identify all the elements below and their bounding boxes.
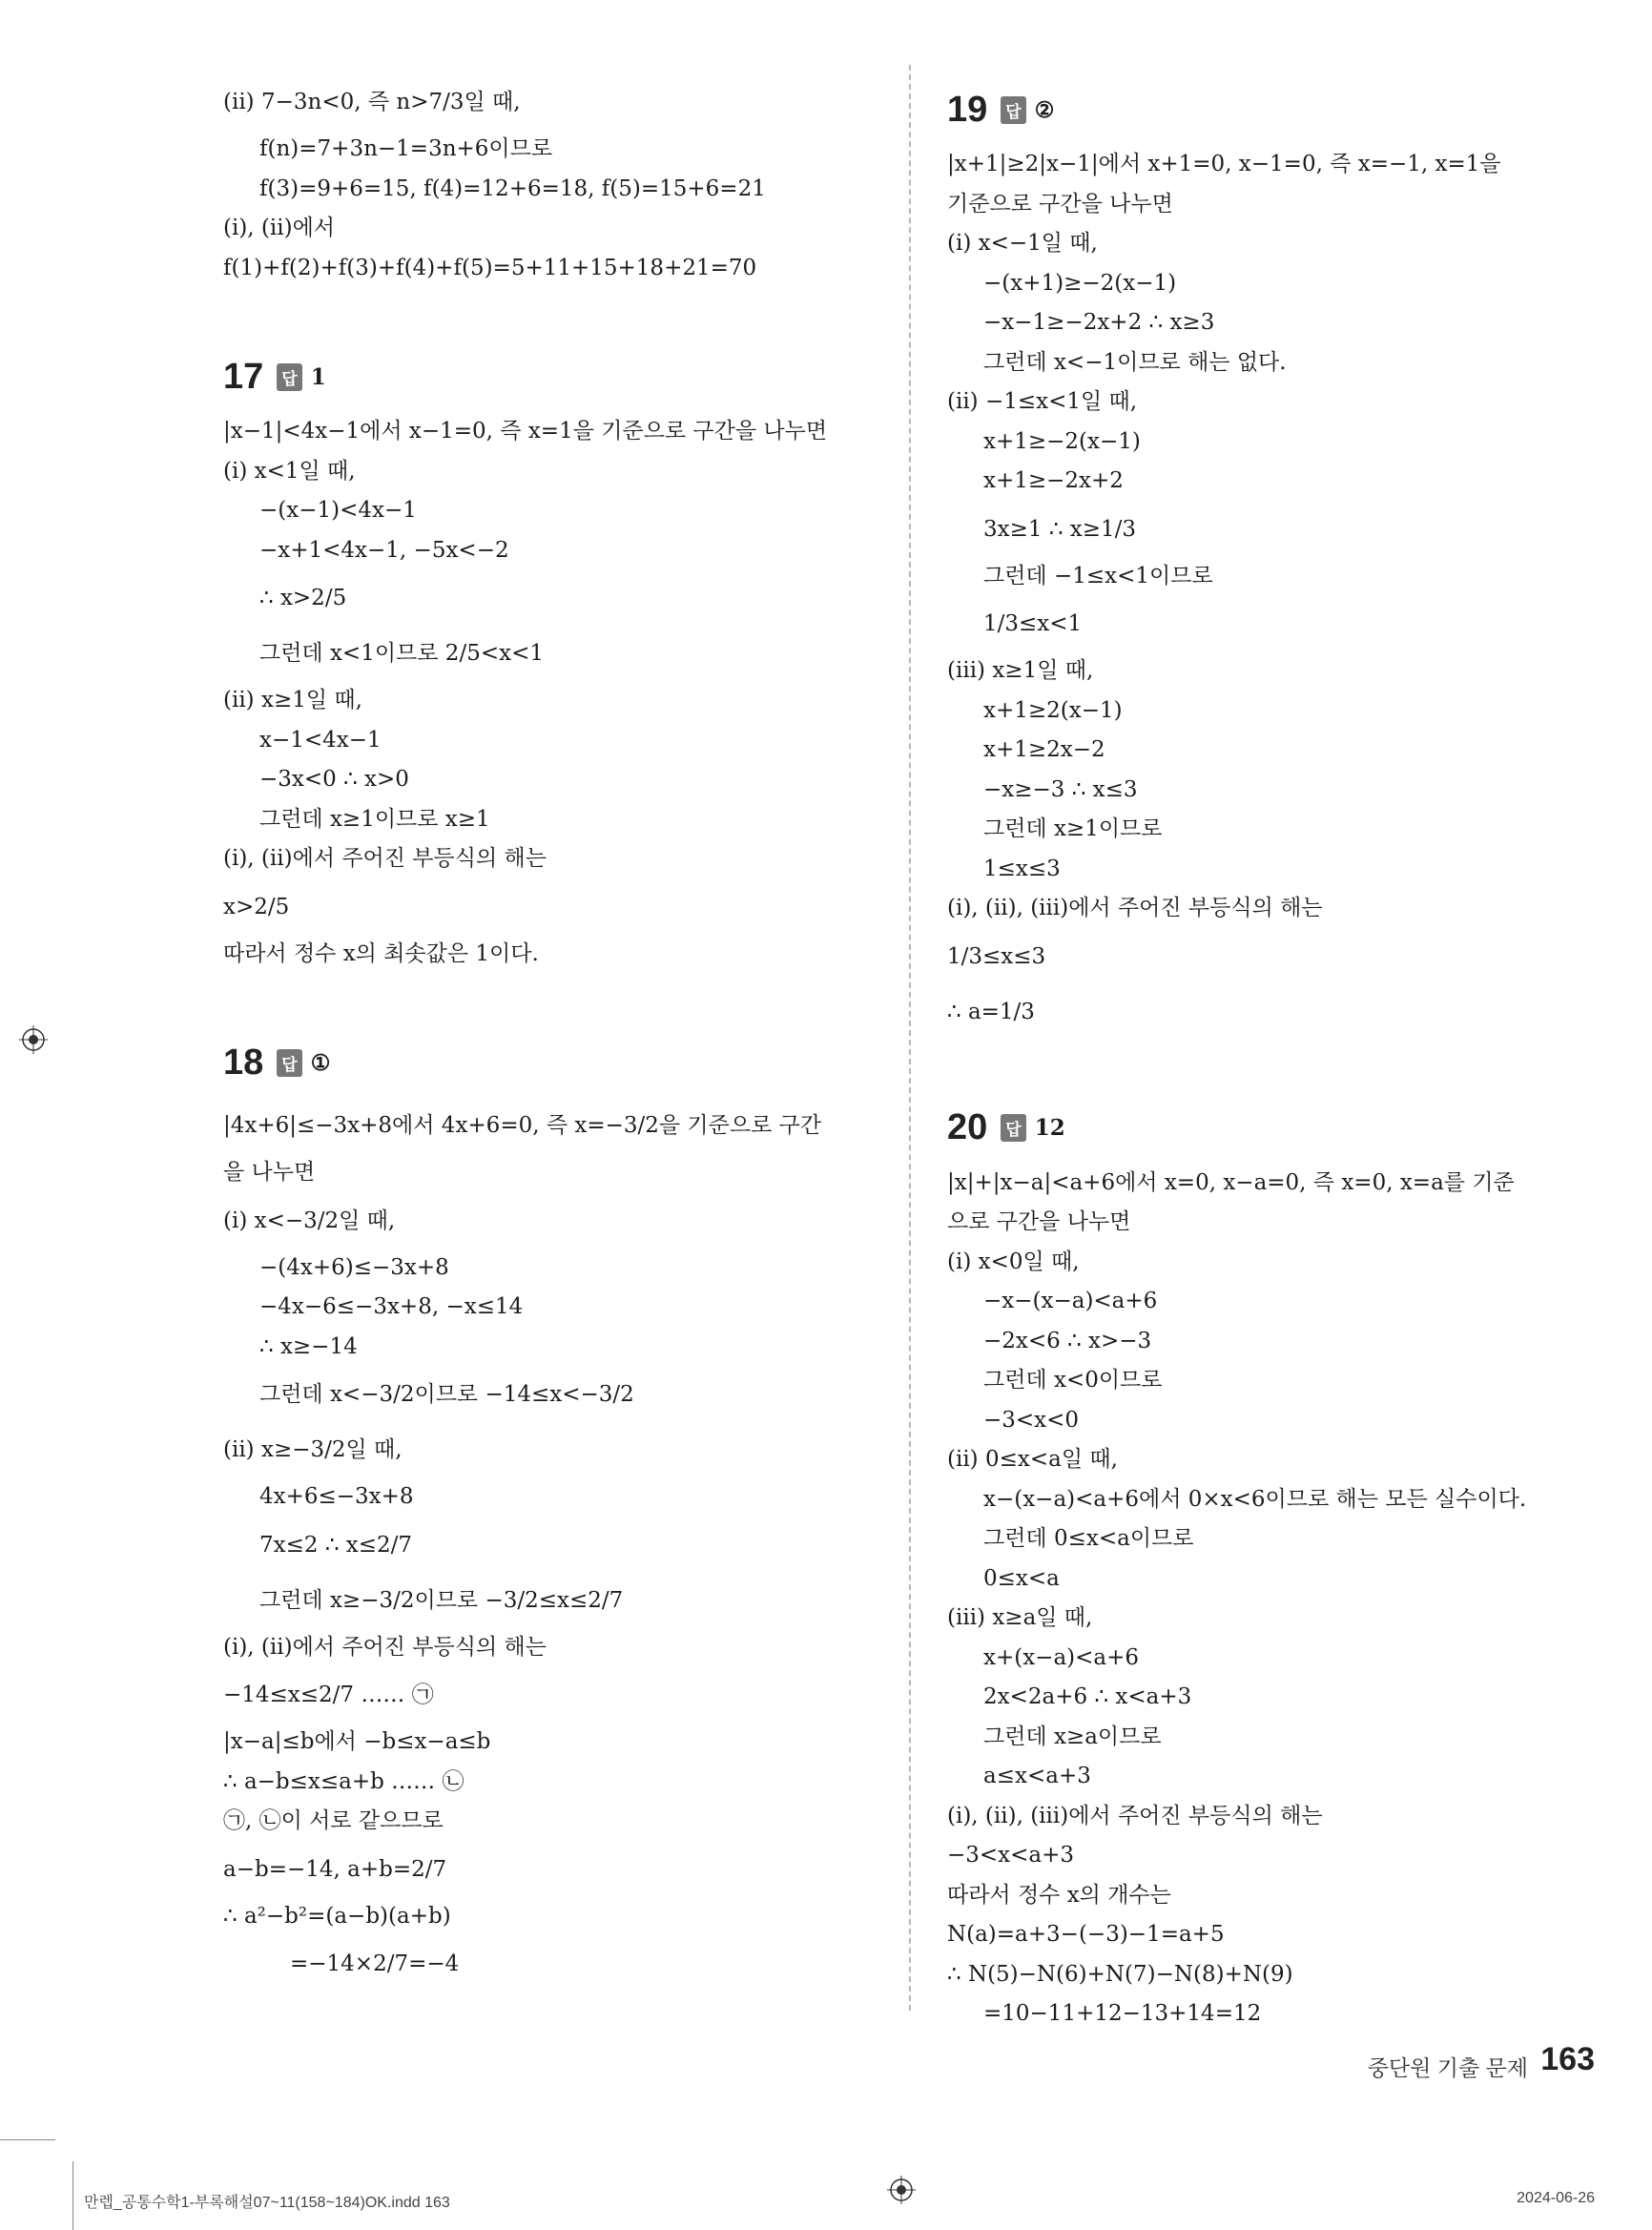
answer-badge: 답 xyxy=(1001,96,1025,124)
solution-line: 기준으로 구간을 나누면 xyxy=(947,191,1173,217)
solution-line: x+1≥−2(x−1) xyxy=(983,428,1141,454)
solution-line: =−14×2/7=−4 xyxy=(290,1951,460,1976)
solution-line: 그런데 x<−1이므로 해는 없다. xyxy=(983,349,1287,375)
solution-line: ∴ a²−b²=(a−b)(a+b) xyxy=(223,1903,451,1929)
solution-line: −x−1≥−2x+2 ∴ x≥3 xyxy=(983,310,1215,335)
solution-line: x+1≥2(x−1) xyxy=(983,697,1123,723)
solution-line: (ⅰ), (ⅱ)에서 주어진 부등식의 해는 xyxy=(223,1634,547,1660)
solution-line: (ⅱ) 7−3n<0, 즉 n>7/3일 때, xyxy=(223,90,521,114)
solution-line: ∴ a=1/3 xyxy=(947,999,1035,1024)
solution-line: 그런데 x<1이므로 2/5<x<1 xyxy=(259,641,544,666)
registration-mark-icon xyxy=(887,2176,916,2204)
solution-line: (ⅰ) x<1일 때, xyxy=(223,458,356,484)
solution-line: (ⅰ) x<−3/2일 때, xyxy=(223,1208,396,1233)
solution-line: x−1<4x−1 xyxy=(259,727,382,753)
print-file-name: 만렙_공통수학1-부록해설07~11(158~184)OK.indd 163 xyxy=(84,2195,450,2211)
problem-header-18 xyxy=(223,1027,881,1098)
solution-line: ∴ x>2/5 xyxy=(259,586,347,610)
solution-line: f(1)+f(2)+f(3)+f(4)+f(5)=5+11+15+18+21=70 xyxy=(223,255,757,280)
page-number: 163 xyxy=(1540,2041,1595,2077)
solution-line: 을 나누면 xyxy=(223,1160,316,1185)
solution-line: −4x−6≤−3x+8, −x≤14 xyxy=(259,1294,524,1319)
solution-line: N(a)=a+3−(−3)−1=a+5 xyxy=(947,1922,1225,1947)
solution-line: (ⅲ) x≥1일 때, xyxy=(947,658,1094,683)
solution-line: x−(x−a)<a+6에서 0×x<6이므로 해는 모든 실수이다. xyxy=(983,1486,1527,1512)
solution-line: 따라서 정수 x의 최솟값은 1이다. xyxy=(223,940,539,966)
solution-line: x+1≥−2x+2 xyxy=(983,468,1124,493)
solution-line: x>2/5 xyxy=(223,894,290,919)
solution-line: −14≤x≤2/7 …… ㉠ xyxy=(223,1683,434,1707)
solution-line: −3<x<0 xyxy=(983,1407,1080,1433)
answer-value: ① xyxy=(310,1049,331,1076)
solution-line: |x−1|<4x−1에서 x−1=0, 즉 x=1을 기준으로 구간을 나누면 xyxy=(223,419,828,444)
solution-line: −2x<6 ∴ x>−3 xyxy=(983,1328,1152,1353)
solution-line: |4x+6|≤−3x+8에서 4x+6=0, 즉 x=−3/2을 기준으로 구간 xyxy=(223,1113,822,1138)
solution-line: 그런데 x<−3/2이므로 −14≤x<−3/2 xyxy=(259,1382,634,1407)
solution-line: (ⅱ) x≥1일 때, xyxy=(223,688,362,712)
solution-line: −(4x+6)≤−3x+8 xyxy=(259,1254,449,1280)
answer-value: 1 xyxy=(310,363,326,390)
answer-value: 12 xyxy=(1034,1115,1065,1141)
solution-line: 1/3≤x≤3 xyxy=(947,943,1046,969)
problem-number: 17 xyxy=(223,356,264,397)
solution-line: x+1≥2x−2 xyxy=(983,737,1105,762)
solution-line: 그런데 x≥a이므로 xyxy=(983,1724,1162,1749)
solution-line: −x+1<4x−1, −5x<−2 xyxy=(259,537,509,563)
solution-line: (ⅱ) x≥−3/2일 때, xyxy=(223,1437,403,1462)
problem-number: 19 xyxy=(947,89,988,130)
solution-line: −3x<0 ∴ x>0 xyxy=(259,767,409,792)
solution-line: 그런데 x≥1이므로 x≥1 xyxy=(259,806,490,832)
solution-line: ∴ N(5)−N(6)+N(7)−N(8)+N(9) xyxy=(947,1961,1293,1987)
problem-header-17 xyxy=(223,341,881,412)
left-column xyxy=(223,74,881,1992)
solution-line: (ⅰ), (ⅱ), (ⅲ)에서 주어진 부등식의 해는 xyxy=(947,896,1323,920)
solution-line: (ⅰ), (ⅱ)에서 xyxy=(223,216,336,240)
solution-line: =10−11+12−13+14=12 xyxy=(983,2001,1262,2026)
solution-line: |x−a|≤b에서 −b≤x−a≤b xyxy=(223,1729,491,1754)
problem-number: 18 xyxy=(223,1042,264,1083)
answer-badge: 답 xyxy=(1001,1114,1025,1142)
solution-line: 1≤x≤3 xyxy=(983,856,1061,881)
registration-mark-icon xyxy=(19,1025,48,1054)
solution-line: f(3)=9+6=15, f(4)=12+6=18, f(5)=15+6=21 xyxy=(259,176,766,201)
solution-line: |x+1|≥2|x−1|에서 x+1=0, x−1=0, 즉 x=−1, x=1을 xyxy=(947,152,1501,176)
solution-line: (ⅰ), (ⅱ)에서 주어진 부등식의 해는 xyxy=(223,846,547,871)
solution-line: 3x≥1 ∴ x≥1/3 xyxy=(983,516,1137,542)
section-gap xyxy=(223,288,881,341)
answer-badge: 답 xyxy=(277,363,301,391)
solution-line: 7x≤2 ∴ x≤2/7 xyxy=(259,1532,413,1558)
solution-line: 1/3≤x<1 xyxy=(983,611,1083,636)
solution-line: ∴ x≥−14 xyxy=(259,1333,358,1359)
solution-line: (ⅰ), (ⅱ), (ⅲ)에서 주어진 부등식의 해는 xyxy=(947,1803,1323,1828)
solution-line: ∴ a−b≤x≤a+b …… ㉡ xyxy=(223,1768,465,1794)
solution-line: 0≤x<a xyxy=(983,1565,1060,1591)
solution-line: 그런데 x≥1이므로 xyxy=(983,816,1163,841)
right-column xyxy=(947,74,1605,2034)
solution-line: x+(x−a)<a+6 xyxy=(983,1644,1140,1670)
solution-line: −x≥−3 ∴ x≤3 xyxy=(983,776,1138,802)
solution-line: 그런데 0≤x<a이므로 xyxy=(983,1526,1194,1551)
solution-line: (ⅰ) x<−1일 때, xyxy=(947,231,1098,256)
solution-line: f(n)=7+3n−1=3n+6이므로 xyxy=(259,136,553,161)
solution-line: a≤x<a+3 xyxy=(983,1764,1091,1788)
solution-line: (ⅰ) x<0일 때, xyxy=(947,1249,1080,1274)
answer-badge: 답 xyxy=(277,1049,301,1077)
solution-line: (ⅱ) −1≤x<1일 때, xyxy=(947,389,1138,414)
solution-line: 그런데 x<0이므로 xyxy=(983,1368,1163,1393)
print-date: 2024-06-26 xyxy=(1517,2190,1595,2206)
solution-line: −x−(x−a)<a+6 xyxy=(983,1289,1158,1313)
solution-line: 그런데 x≥−3/2이므로 −3/2≤x≤2/7 xyxy=(259,1587,624,1613)
problem-header-20 xyxy=(947,1093,1605,1164)
solution-line: ㉠, ㉡이 서로 같으므로 xyxy=(223,1808,444,1833)
answer-value: ② xyxy=(1034,96,1055,123)
solution-line: 2x<2a+6 ∴ x<a+3 xyxy=(983,1684,1192,1709)
solution-line: 4x+6≤−3x+8 xyxy=(259,1484,414,1509)
solution-line: −3<x<a+3 xyxy=(947,1843,1075,1868)
solution-line: a−b=−14, a+b=2/7 xyxy=(223,1856,447,1882)
section-gap xyxy=(947,1040,1605,1093)
solution-line: −(x+1)≥−2(x−1) xyxy=(983,270,1177,296)
solution-line: (ⅲ) x≥a일 때, xyxy=(947,1605,1093,1630)
crop-mark xyxy=(0,2139,55,2140)
problem-header-19 xyxy=(947,74,1605,145)
section-gap xyxy=(223,974,881,1027)
solution-line: 그런데 −1≤x<1이므로 xyxy=(983,563,1213,588)
solution-line: 따라서 정수 x의 개수는 xyxy=(947,1882,1171,1908)
section-title: 중단원 기출 문제 xyxy=(1367,2055,1528,2080)
solution-line: 으로 구간을 나누면 xyxy=(947,1209,1131,1234)
column-divider xyxy=(909,65,911,2011)
problem-number: 20 xyxy=(947,1107,988,1147)
solution-line: (ⅱ) 0≤x<a일 때, xyxy=(947,1447,1118,1472)
solution-line: |x|+|x−a|<a+6에서 x=0, x−a=0, 즉 x=0, x=a를 기준 xyxy=(947,1169,1515,1195)
solution-line: −(x−1)<4x−1 xyxy=(259,498,417,523)
crop-mark xyxy=(72,2161,73,2230)
